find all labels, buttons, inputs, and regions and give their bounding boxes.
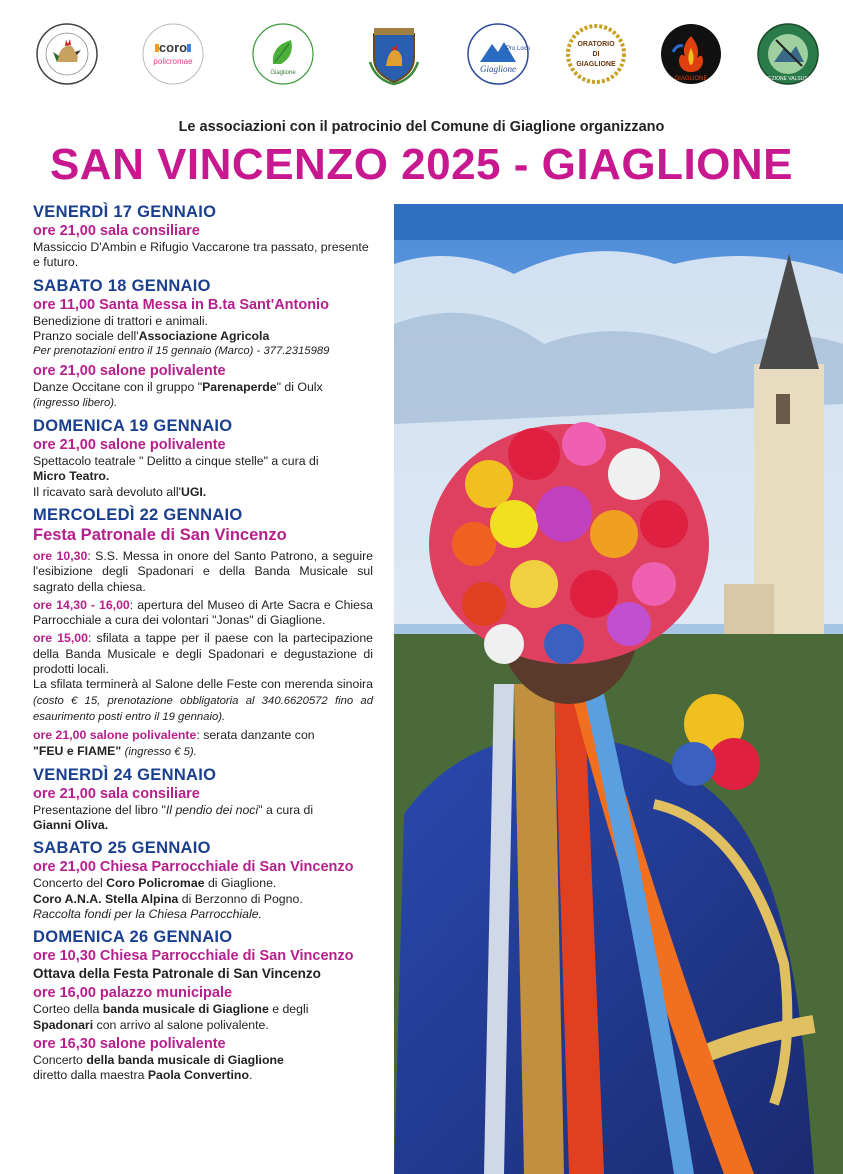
event-highlight: Associazione Agricola xyxy=(138,328,270,343)
event-text: Presentazione del libro " xyxy=(33,802,166,817)
event-highlight: Parenaperde xyxy=(202,380,277,395)
fire-emblem-icon xyxy=(659,22,723,86)
entry-note: (ingresso libero). xyxy=(33,396,118,409)
event-item xyxy=(33,786,373,834)
event-item xyxy=(33,363,373,411)
event-highlight: Paola Convertino xyxy=(147,1068,249,1083)
svg-text:ORATORIO: ORATORIO xyxy=(577,41,615,48)
organizers-subtitle: Le associazioni con il patrocinio del Comune di Giaglione organizzano xyxy=(178,119,665,135)
event-line xyxy=(33,380,373,395)
event-item xyxy=(33,437,373,500)
event-highlight: Gianni Oliva. xyxy=(33,818,109,833)
event-highlight: Coro A.N.A. Stella Alpina xyxy=(33,891,179,906)
event-line xyxy=(33,892,373,907)
event-text: Corteo della xyxy=(33,1002,103,1017)
event-highlight: banda musicale di Giaglione xyxy=(102,1002,269,1017)
event-time: ore 10,30 Chiesa Parrocchiale di San Vincenzo xyxy=(33,948,354,965)
municipal-crest-icon xyxy=(362,22,426,86)
event-text: Danze Occitane con il gruppo " xyxy=(33,380,203,395)
event-highlight: UGI. xyxy=(180,484,207,499)
event-text: " a cura di xyxy=(258,802,314,817)
svg-text:Giaglione: Giaglione xyxy=(270,70,296,76)
comune-crest-logo xyxy=(362,22,426,86)
event-item xyxy=(33,859,373,922)
event-time: ore 14,30 - 16,00 xyxy=(33,597,130,612)
event-time: ore 21,00 salone polivalente xyxy=(33,437,226,454)
event-description: Ottava della Festa Patronale di San Vincenzo xyxy=(33,966,321,982)
event-text: diretto dalla maestra xyxy=(33,1068,148,1083)
event-line xyxy=(33,818,373,833)
booking-note: Per prenotazioni entro il 15 gennaio (Marco) - 377.2315989 xyxy=(33,345,330,358)
festival-title: Festa Patronale di San Vincenzo xyxy=(33,525,287,544)
oratorio-emblem-icon xyxy=(564,22,628,86)
event-text: Concerto del xyxy=(33,876,107,891)
svg-text:GIAGLIONE: GIAGLIONE xyxy=(576,61,616,68)
spadonaro-headdress-image xyxy=(394,204,843,1174)
day-title: DOMENICA 19 GENNAIO xyxy=(33,417,233,436)
event-item xyxy=(33,728,373,760)
event-description xyxy=(33,454,373,500)
event-text: Pranzo sociale dell' xyxy=(33,328,139,343)
page-title: SAN VINCENZO 2025 - GIAGLIONE xyxy=(49,140,794,189)
coro-policromae-icon xyxy=(141,22,205,86)
event-text: La sfilata terminerà al Salone delle Feste con merenda sinoira xyxy=(33,677,373,692)
event-text: . xyxy=(248,1068,253,1083)
event-item xyxy=(33,948,373,982)
event-line: Benedizione di trattori e animali. xyxy=(33,313,208,328)
event-time: ore 21,00 salone polivalente xyxy=(33,363,226,380)
book-title: Il pendio dei noci xyxy=(165,802,259,817)
svg-text:Giaglione: Giaglione xyxy=(480,64,516,74)
event-time: ore 11,00 Santa Messa in B.ta Sant'Antonio xyxy=(33,296,329,313)
event-text: Concerto xyxy=(33,1052,87,1067)
gruppo-alpini-logo xyxy=(756,22,820,86)
event-time: ore 21,00 Chiesa Parrocchiale di San Vincenzo xyxy=(33,859,354,876)
coro-policromae-logo xyxy=(141,22,205,86)
costume-photo xyxy=(394,204,843,1174)
event-line xyxy=(33,485,373,500)
event-description xyxy=(33,876,373,922)
event-description: : S.S. Messa in onore del Santo Patrono, a seguire l'esibizione degli Spadonari e della Banda Musicale sul sagrato della chiesa. xyxy=(33,548,373,594)
event-item xyxy=(33,297,373,360)
day-title: MERCOLEDÌ 22 GENNAIO xyxy=(33,505,243,524)
event-text: di Giaglione. xyxy=(204,876,277,891)
booking-note: (costo € 15, prenotazione obbligatoria al 340.6620572 fino ad esaurimento posti entro il 19 gennaio). xyxy=(33,694,373,723)
event-line xyxy=(33,803,373,818)
event-highlight: Coro Policromae xyxy=(106,876,205,891)
event-text: con arrivo al salone polivalente. xyxy=(93,1017,269,1032)
event-program xyxy=(33,203,373,1084)
day-title: SABATO 18 GENNAIO xyxy=(33,276,211,295)
rooster-emblem-icon xyxy=(35,22,99,86)
svg-text:DI: DI xyxy=(592,51,600,58)
event-highlight: della banda musicale di Giaglione xyxy=(86,1052,284,1067)
event-line xyxy=(33,1053,373,1068)
event-time: ore 21,00 sala consiliare xyxy=(33,223,200,239)
event-text: Il ricavato sarà devoluto all' xyxy=(33,484,181,499)
event-time: ore 10,30 xyxy=(33,548,88,563)
event-item xyxy=(33,631,373,725)
svg-text:GIAGLIONE: GIAGLIONE xyxy=(674,76,708,82)
event-description xyxy=(33,314,373,360)
event-time: ore 16,00 palazzo municipale xyxy=(33,985,233,1002)
oratorio-logo xyxy=(564,22,628,86)
pro-loco-logo xyxy=(466,22,530,86)
mountain-emblem-icon xyxy=(466,22,530,86)
event-highlight: Micro Teatro. xyxy=(33,469,110,484)
event-item xyxy=(33,223,373,271)
event-description xyxy=(33,380,373,411)
event-description xyxy=(33,803,373,834)
event-line xyxy=(33,329,373,344)
event-time: ore 21,00 sala consiliare xyxy=(33,785,200,802)
event-text: e degli xyxy=(268,1002,309,1017)
event-item xyxy=(33,985,373,1033)
leaf-emblem-icon xyxy=(251,22,315,86)
event-description: : serata danzante con xyxy=(196,728,315,743)
day-title: VENERDÌ 24 GENNAIO xyxy=(33,765,217,784)
day-sabato-18 xyxy=(33,277,373,411)
event-time: ore 16,30 salone polivalente xyxy=(33,1035,226,1052)
svg-text:coro: coro xyxy=(158,40,188,55)
event-line xyxy=(33,469,373,484)
event-time: ore 21,00 salone polivalente xyxy=(33,728,197,743)
event-line xyxy=(33,677,373,725)
svg-text:policromae: policromae xyxy=(153,57,193,66)
fundraising-note: Raccolta fondi per la Chiesa Parrocchiale. xyxy=(33,907,262,922)
banda-musicale-logo xyxy=(35,22,99,86)
event-highlight: "FEU e FIAME" xyxy=(33,743,122,758)
event-description xyxy=(33,1002,373,1033)
day-venerdi-17 xyxy=(33,203,373,271)
sponsor-logos-row xyxy=(0,22,843,92)
event-description: Massiccio D'Ambin e Rifugio Vaccarone tra passato, presente e futuro. xyxy=(33,240,369,270)
event-line xyxy=(33,744,373,760)
event-line xyxy=(33,1002,373,1017)
day-domenica-19 xyxy=(33,417,373,500)
event-item xyxy=(33,598,373,629)
aib-logo xyxy=(659,22,723,86)
event-line xyxy=(33,1018,373,1033)
event-time: ore 15,00 xyxy=(33,631,88,646)
day-mercoledi-22 xyxy=(33,506,373,760)
associazione-agricola-logo xyxy=(251,22,315,86)
event-description: : sfilata a tappe per il paese con la partecipazione della Banda Musicale e degli Spadonari e degustazione di prodotti locali. xyxy=(33,631,373,677)
day-title: SABATO 25 GENNAIO xyxy=(33,839,211,858)
day-title: DOMENICA 26 GENNAIO xyxy=(33,928,233,947)
event-highlight: Spadonari xyxy=(33,1017,94,1032)
day-sabato-25 xyxy=(33,839,373,922)
event-description: : apertura del Museo di Arte Sacra e Chiesa Parrocchiale a cura dei volontari "Jonas" di Giaglione. xyxy=(33,597,373,628)
event-text: " di Oulx xyxy=(276,380,323,395)
entry-note: (ingresso € 5). xyxy=(124,745,197,758)
svg-text:SEZIONE VALSUSA: SEZIONE VALSUSA xyxy=(764,76,812,82)
event-line xyxy=(33,1068,373,1083)
alpini-emblem-icon xyxy=(756,22,820,86)
event-text: di Berzonno di Pogno. xyxy=(178,891,303,906)
day-title: VENERDÌ 17 GENNAIO xyxy=(33,203,217,221)
event-line xyxy=(33,876,373,891)
day-venerdi-24 xyxy=(33,766,373,834)
event-description xyxy=(33,1053,373,1084)
event-line: Spettacolo teatrale " Delitto a cinque stelle" a cura di xyxy=(33,454,319,469)
svg-text:Pro Loco: Pro Loco xyxy=(506,46,530,52)
event-item xyxy=(33,1036,373,1084)
event-item xyxy=(33,549,373,595)
day-domenica-26 xyxy=(33,928,373,1083)
